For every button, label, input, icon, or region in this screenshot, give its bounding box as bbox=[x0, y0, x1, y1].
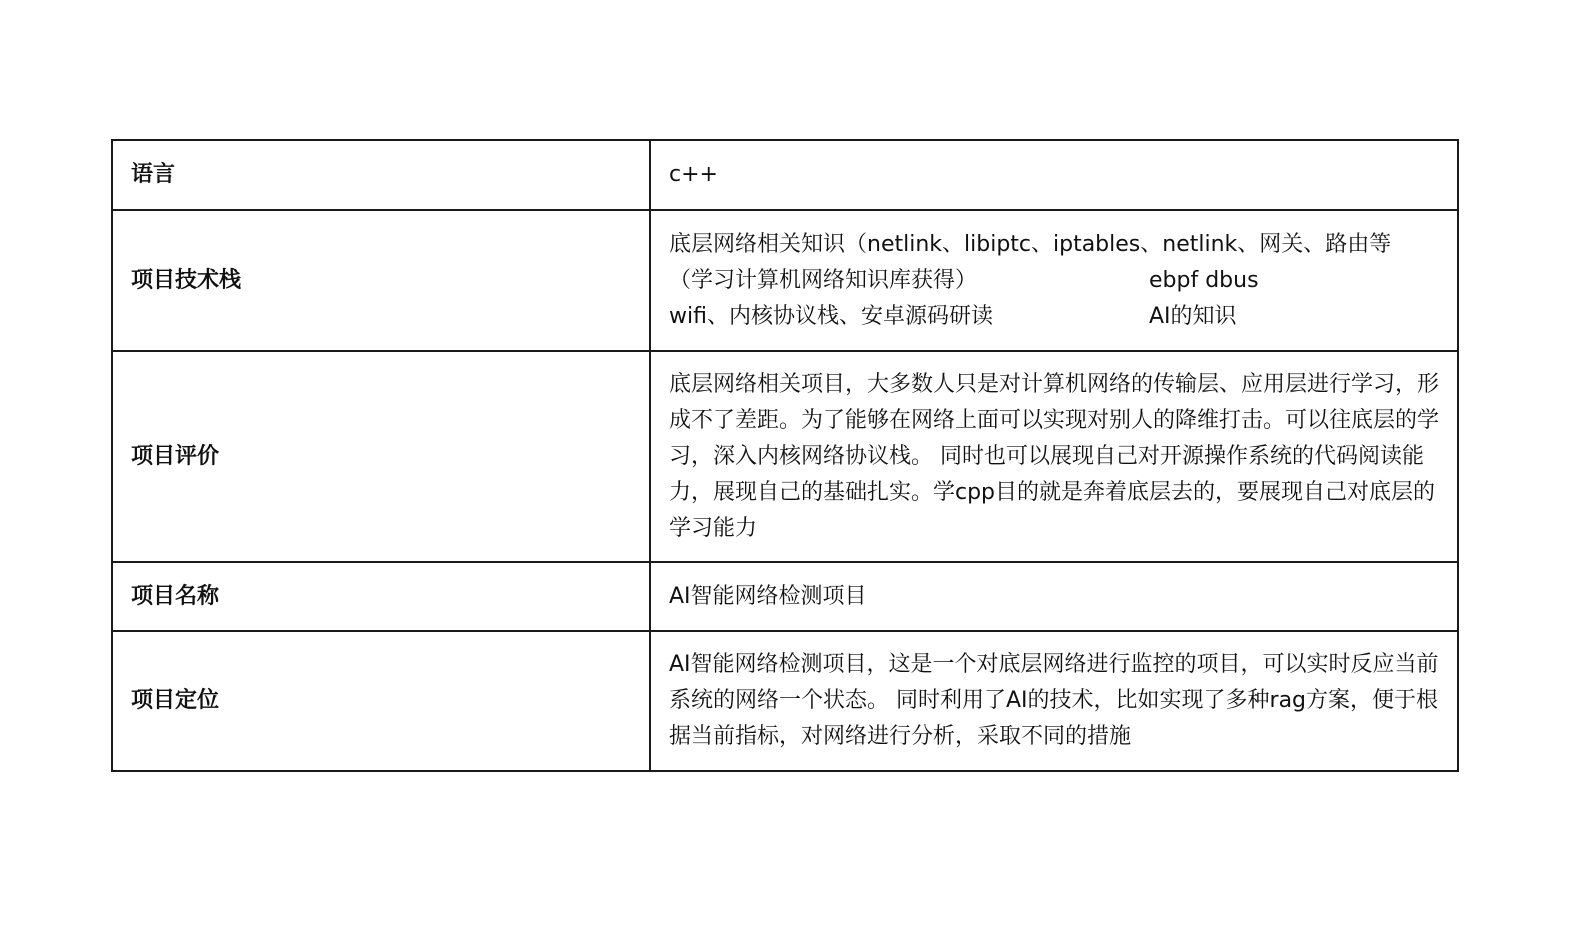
row-value: c++ bbox=[650, 140, 1458, 210]
row-key: 项目技术栈 bbox=[112, 210, 650, 351]
tech-stack-left: （学习计算机网络知识库获得） bbox=[669, 267, 978, 293]
tech-stack-line bbox=[669, 299, 1441, 335]
row-value bbox=[650, 351, 1458, 562]
table-row-project-name bbox=[112, 562, 1458, 631]
table-row-tech-stack bbox=[112, 210, 1458, 351]
evaluation-text: 底层网络相关项目，大多数人只是对计算机网络的传输层、应用层进行学习，形成不了差距。为了能够在网络上面可以实现对别人的降维打击。可以往底层的学习，深入内核网络协议栈。 同时也可以展现自己对开源操作系统的代码阅读能力，展现自己的基础扎实。学cpp目的就是奔着底层去的，要展现自己对底层的学习能力 bbox=[669, 371, 1440, 541]
row-key: 语言 bbox=[112, 140, 650, 210]
row-key: 项目名称 bbox=[112, 562, 650, 631]
info-table bbox=[111, 139, 1459, 772]
table-row-language bbox=[112, 140, 1458, 210]
table-row-evaluation bbox=[112, 351, 1458, 562]
row-key: 项目定位 bbox=[112, 631, 650, 771]
row-value bbox=[650, 631, 1458, 771]
tech-stack-right: ebpf dbus bbox=[1149, 267, 1259, 293]
row-key: 项目评价 bbox=[112, 351, 650, 562]
row-value: AI智能网络检测项目 bbox=[650, 562, 1458, 631]
tech-stack-line bbox=[669, 263, 1441, 299]
tech-stack-line: 底层网络相关知识（netlink、libiptc、iptables、netlink、网关、路由等 bbox=[669, 231, 1392, 257]
row-value bbox=[650, 210, 1458, 351]
tech-stack-right: AI的知识 bbox=[1149, 303, 1237, 329]
tech-stack-left: wifi、内核协议栈、安卓源码研读 bbox=[669, 303, 993, 329]
table-row-positioning bbox=[112, 631, 1458, 771]
positioning-text: AI智能网络检测项目，这是一个对底层网络进行监控的项目，可以实时反应当前系统的网络一个状态。 同时利用了AI的技术，比如实现了多种rag方案，便于根据当前指标，对网络进行分析，采取不同的措施 bbox=[669, 652, 1439, 749]
